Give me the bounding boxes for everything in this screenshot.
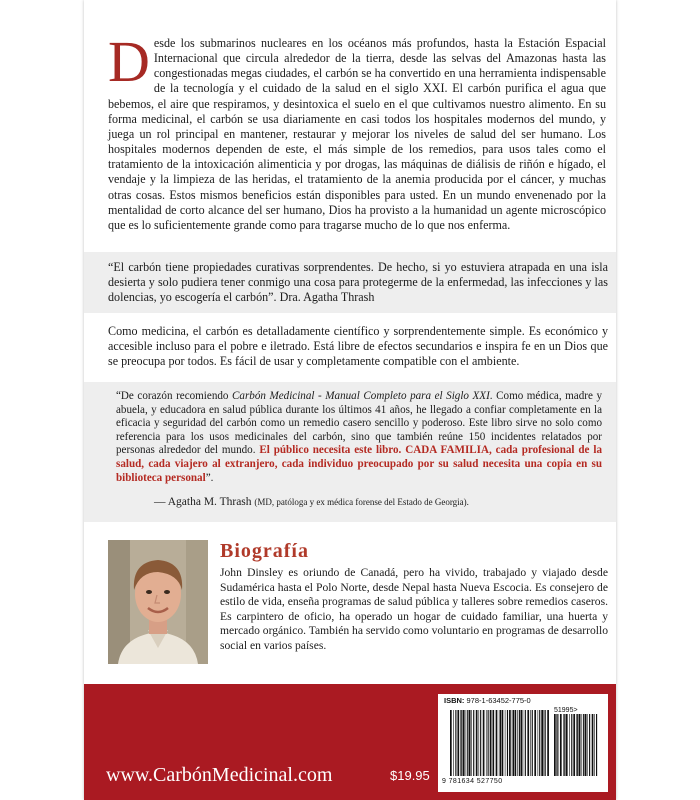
reco-highlight: El público necesita este libro. CADA FAMILIA, cada profesional de la salud, cada viajero al extranjero, cada individuo preocupado por su salud necesita una copia en su biblioteca personal xyxy=(116,444,602,484)
barcode-bar xyxy=(576,714,577,776)
barcode-bar xyxy=(523,710,524,776)
isbn-number: 978-1-63452-775-0 xyxy=(466,696,531,705)
barcode-bar xyxy=(577,714,578,776)
barcode-bar xyxy=(479,710,480,776)
barcode-bar xyxy=(505,710,506,776)
barcode-bar xyxy=(557,714,558,776)
reco-closing: ”. xyxy=(205,471,214,484)
barcode-bar xyxy=(564,714,565,776)
barcode-bar xyxy=(596,714,597,776)
barcode-bar xyxy=(502,710,504,776)
barcode-bar xyxy=(517,710,518,776)
barcode-bar xyxy=(525,710,526,776)
barcode-bar xyxy=(463,710,465,776)
barcode-bar xyxy=(493,710,494,776)
barcode-bar xyxy=(469,710,471,776)
barcode-bar xyxy=(492,710,493,776)
intro-paragraph xyxy=(108,29,606,233)
barcode-bar xyxy=(471,710,472,776)
reco-book-title: Carbón Medicinal - Manual Completo para el Siglo XXI xyxy=(232,390,490,402)
author-photo xyxy=(108,540,208,664)
barcode-bar xyxy=(476,710,478,776)
barcode-bar xyxy=(509,710,511,776)
barcode-bar xyxy=(450,710,452,776)
addon-digits: 51995> xyxy=(554,707,578,714)
barcode-bar xyxy=(573,714,575,776)
thrash-quote: “El carbón tiene propiedades curativas sorprendentes. De hecho, si yo estuviera atrapada en una isla desierta y solo pudiera tener conmigo una cosa para protegerme de la enfermedad, las infecciones y las dolencias, yo escogería el carbón”. Dra. Agatha Thrash xyxy=(108,260,608,305)
author-portrait-illustration xyxy=(108,540,208,664)
signature-note: (MD, patóloga y ex médica forense del Estado de Georgia). xyxy=(254,497,469,507)
medicine-paragraph: Como medicina, el carbón es detalladamente científico y sorprendentemente simple. Es económico y accesible incluso para el pobre e iletrado. Está libre de efectos secundarios e inspira fe en un Dios que se preocupa por todos. Es fácil de usar y completamente compatible con el ambiente. xyxy=(108,324,608,369)
barcode-bar xyxy=(571,714,572,776)
barcode-bar xyxy=(554,714,556,776)
barcode-bar xyxy=(530,710,531,776)
barcode-bar xyxy=(589,714,590,776)
barcode-bar xyxy=(480,710,481,776)
barcode-bar xyxy=(507,710,508,776)
addon-barcode-bars xyxy=(554,714,600,776)
recommendation-signature xyxy=(154,496,594,508)
isbn-label xyxy=(444,696,531,705)
barcode-bar xyxy=(566,714,568,776)
barcode-bar xyxy=(460,710,461,776)
barcode-bar xyxy=(515,710,517,776)
reco-part2: . Como médica, madre y abuela, y educadora en salud pública durante los últimos 41 años, he llegado a confiar completamente en la eficacia y seguridad del carbón como un remedio casero sencillo y poderoso. Este libro sirve no solo como referencia para los usos medicinales del carbón, sino que también reúne 150 incidentes relatados por personas alrededor del mundo. xyxy=(116,390,602,457)
intro-text: esde los submarinos nucleares en los océanos más profundos, hasta la Estación Espacial Internacional que circula alrededor de la tierra, desde las selvas del Amazonas hasta las congestionadas megas ciudades, el carbón se ha convertido en una herramienta indispensable de la tecnología y el cuidado de la salud en el siglo XXI. El carbón purifica el agua que bebemos, el aire que respiramos, y desintoxica el suelo en el que cultivamos nuestro alimento. En su forma medicinal, el carbón se usa diariamente en casi todos los hospitales modernos del mundo, y juega un rol principal en mantener, restaurar y mejorar los niveles de salud del ser humano. Los hospitales modernos dependen de este, el más simple de los remedios, para usos tales como el tratamiento de la intoxicación alimenticia y por drogas, las máquinas de diálisis de riñón e hígado, el vendaje y la limpieza de las heridas, el tratamiento de la anemia producida por el cáncer, y muchas otras cosas. Estos mismos beneficios están disponibles para usted. En un mundo envenenado por la mentalidad de corto alcance del ser humano, Dios ha provisto a la humanidad un agente microscópico que es lo suficientemente grande como para tragarse mucho de lo que nos enferma. xyxy=(108,36,606,232)
barcode-bar xyxy=(488,710,489,776)
barcode-digits: 9 781634 527750 xyxy=(442,778,503,785)
barcode-bar xyxy=(500,710,501,776)
barcode-bar xyxy=(547,710,549,776)
barcode-bar xyxy=(541,710,543,776)
barcode-bar xyxy=(486,710,487,776)
barcode-bar xyxy=(579,714,581,776)
signature-name: — Agatha M. Thrash xyxy=(154,496,252,508)
barcode-bar xyxy=(544,710,545,776)
barcode-bar xyxy=(545,710,546,776)
barcode-bar xyxy=(490,710,492,776)
barcode-bar xyxy=(461,710,462,776)
barcode-bar xyxy=(483,710,485,776)
isbn-barcode-box xyxy=(438,694,608,792)
barcode-bar xyxy=(585,714,587,776)
barcode-bar xyxy=(527,710,529,776)
barcode-bar xyxy=(560,714,562,776)
barcode-bar xyxy=(594,714,595,776)
barcode-bar xyxy=(539,710,540,776)
recommendation-text xyxy=(116,390,602,485)
barcode-bar xyxy=(513,710,514,776)
barcode-bar xyxy=(453,710,454,776)
barcode-bar xyxy=(563,714,564,776)
barcode-bar xyxy=(532,710,533,776)
barcode-bar xyxy=(512,710,513,776)
barcode-bar xyxy=(496,710,498,776)
barcode-bar xyxy=(534,710,536,776)
biography-text: John Dinsley es oriundo de Canadá, pero ha vivido, trabajado y viajado desde Sudamérica hasta el Polo Norte, desde Nepal hasta Nueva Escocia. Es consejero de estilo de vida, enseña programas de salud pública y talleres sobre remedios caseros. Es carpintero de oficio, ha operado un hogar de cuidado familiar, una huerta y mercado orgánico. También ha servido como voluntario en programas de desarrollo social en varios países. xyxy=(220,566,608,652)
reco-part1: “De corazón recomiendo xyxy=(116,390,233,402)
price-label: $19.95 xyxy=(390,768,430,783)
biography-title: Biografía xyxy=(220,540,309,562)
barcode-bar xyxy=(499,710,500,776)
barcode-bar xyxy=(569,714,570,776)
barcode-bars xyxy=(450,710,550,776)
barcode-bar xyxy=(582,714,583,776)
barcode-bar xyxy=(520,710,522,776)
barcode-bar xyxy=(583,714,584,776)
isbn-prefix: ISBN: xyxy=(444,696,465,705)
drop-cap: D xyxy=(108,29,150,94)
barcode-bar xyxy=(466,710,467,776)
website-link: www.CarbónMedicinal.com xyxy=(106,764,333,786)
barcode-bar xyxy=(455,710,456,776)
barcode-bar xyxy=(587,714,588,776)
barcode-bar xyxy=(592,714,594,776)
barcode-bar xyxy=(473,710,474,776)
barcode-bar xyxy=(457,710,459,776)
barcode-bar xyxy=(467,710,468,776)
book-back-cover xyxy=(84,0,616,800)
barcode-bar xyxy=(538,710,539,776)
barcode-bar xyxy=(556,714,557,776)
barcode-bar xyxy=(519,710,520,776)
